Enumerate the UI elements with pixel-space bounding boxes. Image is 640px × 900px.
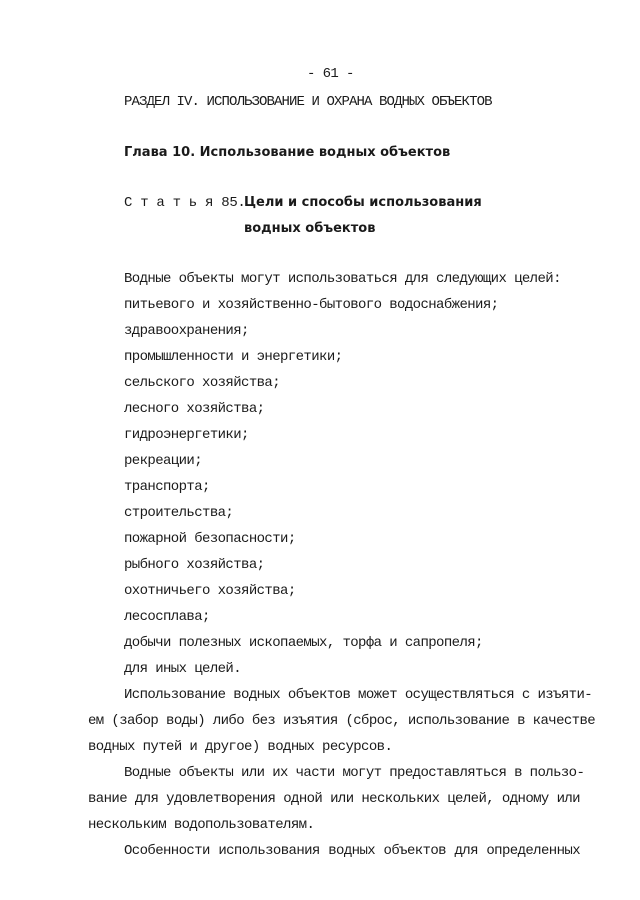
list-item: лесного хозяйства;: [124, 401, 265, 417]
list-item: строительства;: [124, 505, 234, 521]
paragraph-line: вание для удовлетворения одной или нескольких целей, одному или: [88, 791, 580, 807]
list-item: сельского хозяйства;: [124, 375, 281, 391]
list-item: добычи полезных ископаемых, торфа и сапропеля;: [124, 635, 483, 651]
paragraph-line: нескольким водопользователям.: [88, 817, 315, 833]
article-label: С т а т ь я 85.: [124, 195, 246, 211]
list-item: здравоохранения;: [124, 323, 249, 339]
list-item: лесосплава;: [124, 609, 210, 625]
article-title-line-2: водных объектов: [244, 221, 376, 236]
article-title-line-1: Цели и способы использования: [244, 195, 482, 210]
list-item: промышленности и энергетики;: [124, 349, 343, 365]
paragraph-line: Особенности использования водных объектов для определенных: [124, 843, 580, 859]
list-item: пожарной безопасности;: [124, 531, 296, 547]
list-item: охотничьего хозяйства;: [124, 583, 296, 599]
chapter-title: Глава 10. Использование водных объектов: [124, 145, 451, 160]
paragraph-line: Использование водных объектов может осуществляться с изъяти-: [124, 687, 593, 703]
list-item: рекреации;: [124, 453, 203, 469]
list-intro: Водные объекты могут использоваться для следующих целей:: [124, 271, 561, 287]
paragraph-line: Водные объекты или их части могут предоставляться в пользо-: [124, 765, 585, 781]
paragraph-line: ем (забор воды) либо без изъятия (сброс, использование в качестве: [88, 713, 596, 729]
list-item: гидроэнергетики;: [124, 427, 249, 443]
list-item: питьевого и хозяйственно-бытового водоснабжения;: [124, 297, 499, 313]
paragraph-line: водных путей и другое) водных ресурсов.: [88, 739, 393, 755]
page-number: - 61 -: [307, 66, 354, 82]
list-item: для иных целей.: [124, 661, 242, 677]
list-item: транспорта;: [124, 479, 210, 495]
section-title: РАЗДЕЛ IV. ИСПОЛЬЗОВАНИЕ И ОХРАНА ВОДНЫХ ОБЪЕКТОВ: [124, 94, 492, 110]
list-item: рыбного хозяйства;: [124, 557, 265, 573]
